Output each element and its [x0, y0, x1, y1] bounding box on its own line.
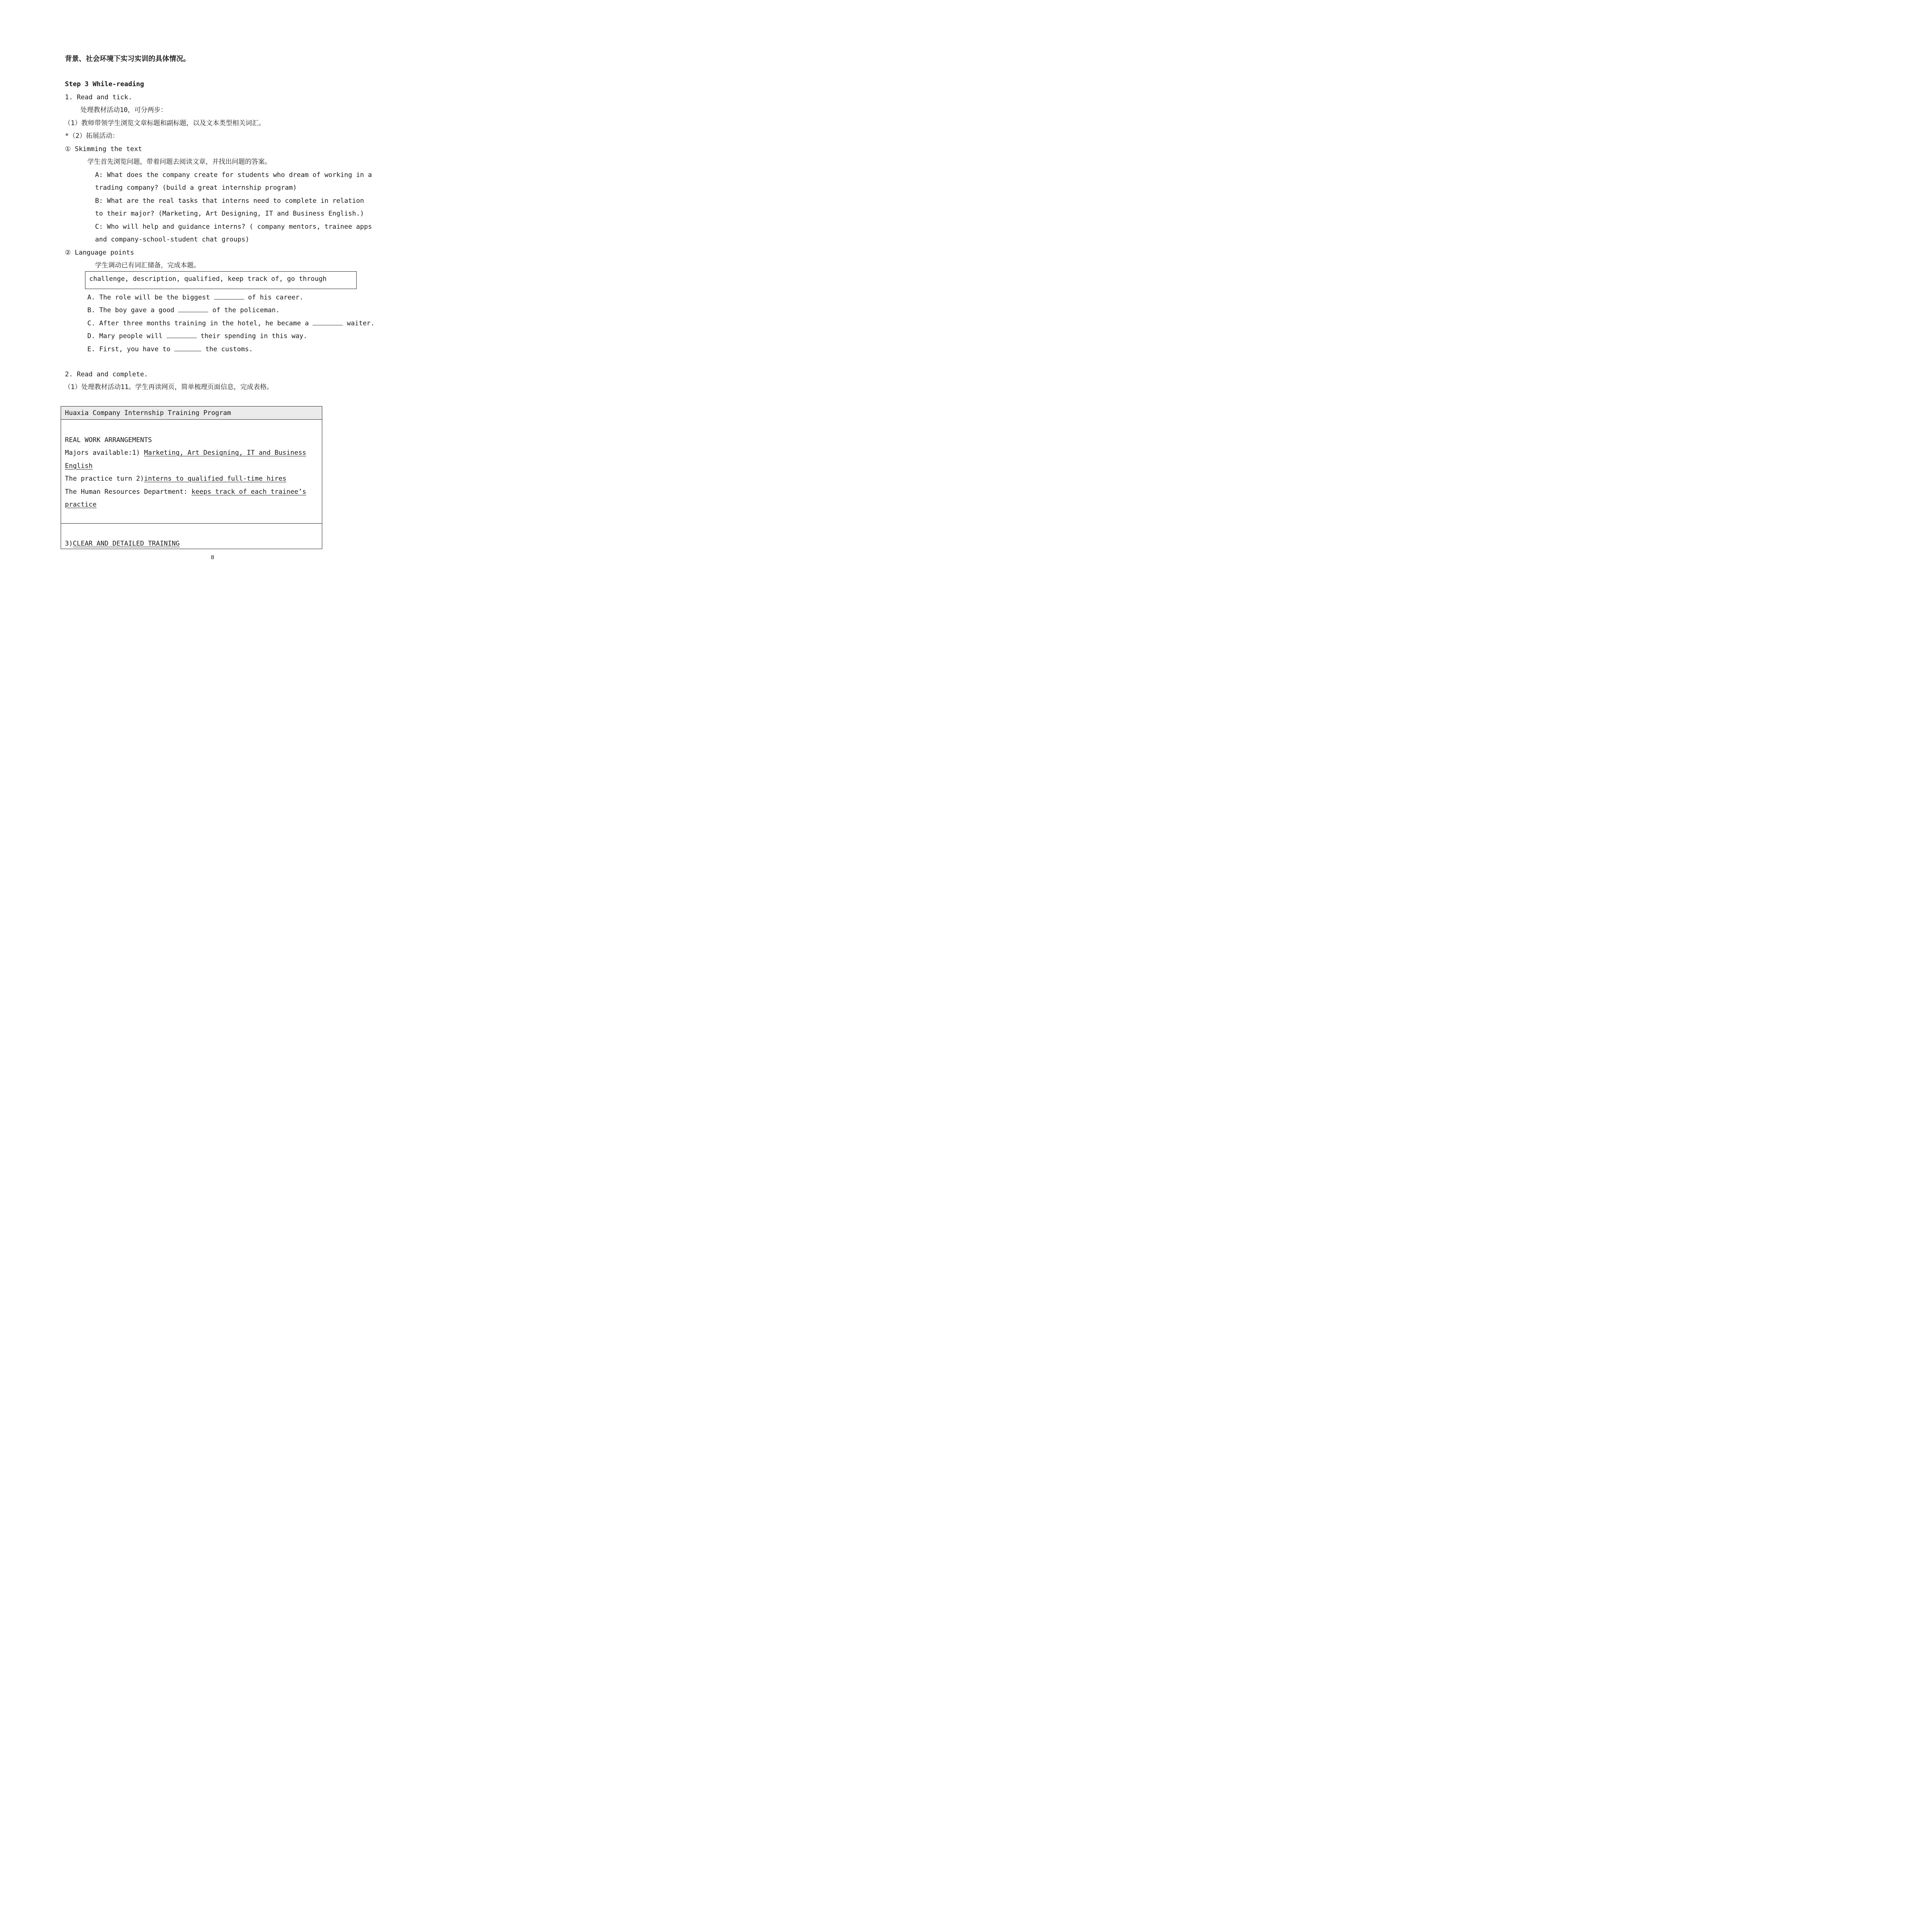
exercise-text: E. First, you have to — [87, 345, 175, 353]
exercise-text: C. After three months training in the hotel, he became a — [87, 320, 313, 327]
answer-blank[interactable] — [214, 293, 244, 299]
exercise-item — [87, 332, 307, 340]
skim-note: 学生首先浏览问题，带着问题去阅读文章，并找出问题的答案。 — [87, 158, 271, 166]
section2-sub1: （1）处理教材活动11。学生再读网页，简单梳理页面信息，完成表格。 — [64, 383, 273, 391]
exercise-text: their spending in this way. — [196, 332, 308, 340]
exercise-text: D. Mary people will — [87, 332, 167, 340]
majors-row — [65, 449, 306, 457]
question-line: B: What are the real tasks that interns need to complete in relation — [95, 197, 364, 205]
language-note: 学生调动已有词汇储备，完成本题。 — [95, 262, 200, 269]
question-line: and company-school-student chat groups) — [95, 236, 250, 243]
practice-label: The practice turn 2) — [65, 475, 144, 483]
majors-answer-cont: English — [65, 462, 93, 470]
majors-label: Majors available:1) — [65, 449, 144, 457]
exercise-text: A. The role will be the biggest — [87, 294, 214, 301]
exercise-text: of the policeman. — [208, 306, 280, 314]
hr-label: The Human Resources Department: — [65, 488, 192, 496]
training-label: 3) — [65, 540, 73, 548]
page-number: 8 — [211, 554, 214, 561]
exercise-item — [87, 306, 280, 315]
program-table — [61, 406, 322, 549]
question-line: trading company? (build a great internship program) — [95, 184, 297, 192]
section1-sub2: *（2）拓展活动： — [65, 132, 119, 140]
exercise-text: B. The boy gave a good — [87, 306, 179, 314]
answer-blank[interactable] — [167, 332, 197, 338]
word-box — [85, 271, 357, 289]
hr-answer: keeps track of each trainee’s — [191, 488, 306, 496]
exercise-item — [87, 293, 303, 302]
step-heading: Step 3 While-reading — [65, 80, 144, 88]
word-box-text: challenge, description, qualified, keep track of, go through — [89, 275, 327, 283]
section1-title: 1. Read and tick. — [65, 94, 132, 101]
answer-blank[interactable] — [313, 319, 343, 325]
exercise-text: the customs. — [201, 345, 253, 353]
table-section-title: REAL WORK ARRANGEMENTS — [65, 436, 152, 444]
question-line: C: Who will help and guidance interns? ( company mentors, trainee apps — [95, 223, 372, 231]
practice-answer: interns to qualified full-time hires — [144, 475, 287, 483]
program-table-title: Huaxia Company Internship Training Program — [65, 409, 231, 417]
hr-answer-cont: practice — [65, 501, 97, 509]
training-row — [65, 539, 180, 548]
question-line: to their major? (Marketing, Art Designing, IT and Business English.) — [95, 210, 364, 218]
answer-blank[interactable] — [174, 345, 201, 351]
section2-title: 2. Read and complete. — [65, 371, 148, 378]
language-heading: ② Language points — [65, 249, 134, 257]
exercise-text: waiter. — [343, 320, 375, 327]
answer-blank[interactable] — [178, 306, 208, 312]
exercise-text: of his career. — [244, 294, 304, 301]
exercise-item — [87, 319, 374, 328]
training-answer: CLEAR AND DETAILED TRAINING — [73, 540, 180, 548]
intro-text: 背景、社会环境下实习实训的具体情况。 — [65, 55, 190, 63]
practice-row — [65, 474, 286, 483]
program-table-header — [61, 406, 322, 420]
skim-heading: ① Skimming the text — [65, 145, 142, 153]
question-line: A: What does the company create for students who dream of working in a — [95, 171, 372, 179]
table-divider — [61, 523, 322, 524]
section1-sub1: （1）教师带领学生浏览文章标题和副标题，以及文本类型相关词汇。 — [64, 119, 265, 127]
hr-row — [65, 488, 306, 496]
exercise-item — [87, 345, 253, 354]
majors-answer: Marketing, Art Designing, IT and Business — [144, 449, 306, 457]
section1-note: 处理教材活动10，可分两步： — [80, 106, 167, 114]
